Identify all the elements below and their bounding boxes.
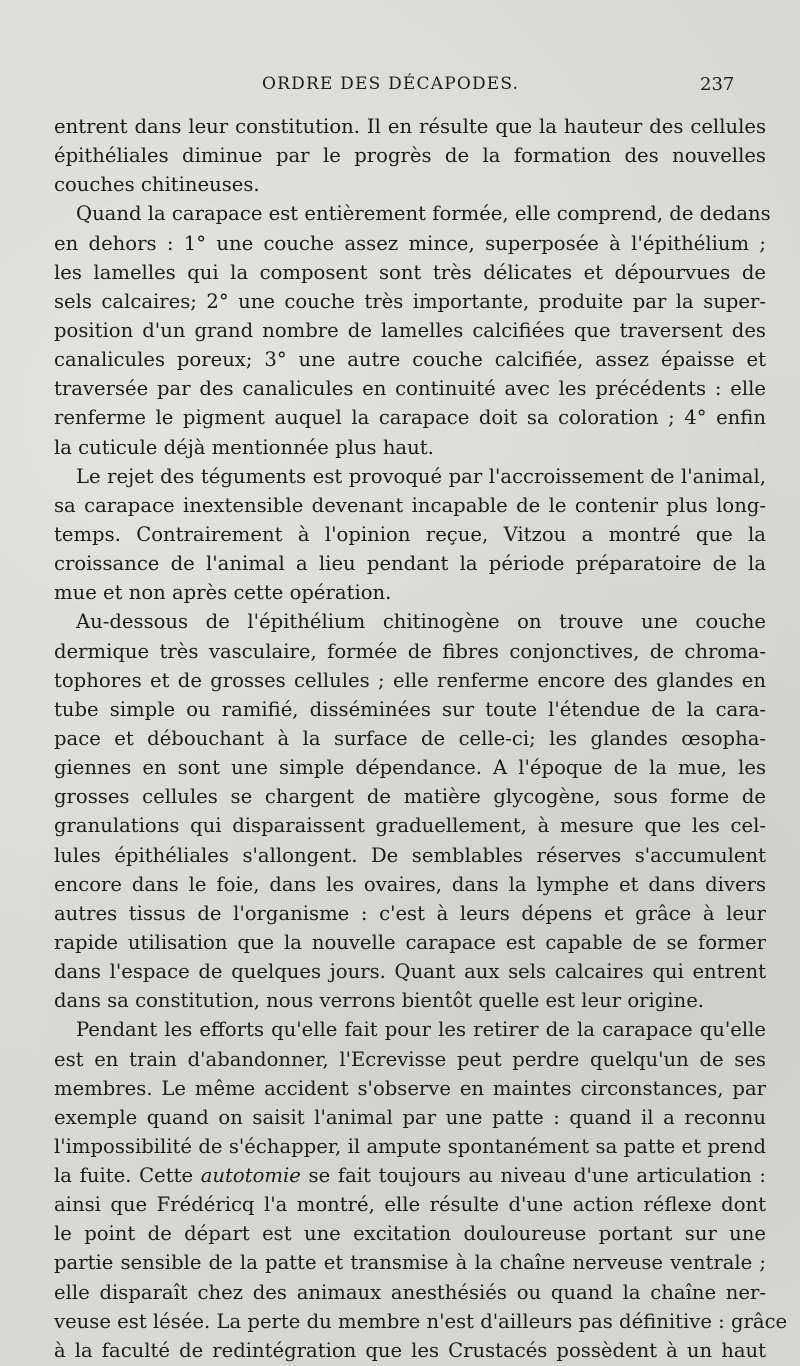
text-line: Pendant les efforts qu'elle fait pour les retirer de la carapace qu'elle: [76, 1018, 766, 1042]
text-line: temps. Contrairement à l'opinion reçue, Vitzou a montré que la: [54, 522, 766, 546]
text-line: couches chitineuses.: [54, 173, 260, 197]
text-line: veuse est lésée. La perte du membre n'est d'ailleurs pas définitive : grâce: [54, 1309, 788, 1333]
text-line: en dehors : 1° une couche assez mince, superposée à l'épithélium ;: [54, 231, 766, 255]
text-line: exemple quand on saisit l'animal par une patte : quand il a reconnu: [54, 1105, 766, 1129]
text-line: sels calcaires; 2° une couche très importante, produite par la super-: [54, 289, 766, 313]
text-line: épithéliales diminue par le progrès de la formation des nouvelles: [54, 144, 766, 168]
body-text: [54, 112, 788, 1365]
text-line: l'impossibilité de s'échapper, il ampute spontanément sa patte et prend: [54, 1134, 766, 1158]
text-line: à la faculté de redintégration que les Crustacés possèdent à un haut: [54, 1338, 766, 1362]
text-line: la fuite. Cette autotomie se fait toujours au niveau d'une articulation :: [54, 1164, 766, 1188]
text-line: entrent dans leur constitution. Il en résulte que la hauteur des cellules: [54, 115, 766, 138]
text-line: encore dans le foie, dans les ovaires, dans la lymphe et dans divers: [54, 872, 766, 896]
page-number: 237: [700, 74, 735, 95]
text-line: croissance de l'animal a lieu pendant la période préparatoire de la: [54, 552, 766, 576]
text-line: lules épithéliales s'allongent. De semblables réserves s'accumulent: [54, 843, 766, 867]
text-line: dermique très vasculaire, formée de fibres conjonctives, de chroma-: [54, 639, 766, 663]
text-line: grosses cellules se chargent de matière glycogène, sous forme de: [54, 785, 766, 809]
text-line: dans l'espace de quelques jours. Quant aux sels calcaires qui entrent: [54, 960, 766, 984]
text-line: tube simple ou ramifié, disséminées sur toute l'étendue de la cara-: [54, 697, 766, 721]
text-line: autres tissus de l'organisme : c'est à leurs dépens et grâce à leur: [54, 901, 766, 925]
text-line: ainsi que Frédéricq l'a montré, elle résulte d'une action réflexe dont: [54, 1193, 766, 1217]
text-line: Au-dessous de l'épithélium chitinogène on trouve une couche: [76, 610, 766, 634]
text-line: Le rejet des téguments est provoqué par l'accroissement de l'animal,: [76, 464, 766, 488]
text-line: traversée par des canalicules en continuité avec les précédents : elle: [54, 377, 766, 401]
text-line: Quand la carapace est entièrement formée, elle comprend, de dedans: [76, 202, 771, 226]
text-line: giennes en sont une simple dépendance. A l'époque de la mue, les: [54, 756, 766, 780]
text-line: mue et non après cette opération.: [54, 581, 392, 605]
text-line: les lamelles qui la composent sont très délicates et dépourvues de: [54, 260, 766, 284]
text-line: pace et débouchant à la surface de celle-ci; les glandes œsopha-: [54, 726, 766, 750]
text-line: rapide utilisation que la nouvelle carapace est capable de se former: [54, 930, 766, 954]
text-line: granulations qui disparaissent graduellement, à mesure que les cel-: [54, 814, 766, 838]
text-line: sa carapace inextensible devenant incapable de le contenir plus long-: [54, 493, 766, 517]
text-line: partie sensible de la patte et transmise à la chaîne nerveuse ventrale ;: [54, 1251, 766, 1275]
text-line: le point de départ est une excitation douloureuse portant sur une: [54, 1222, 766, 1246]
text-line: canalicules poreux; 3° une autre couche calcifiée, assez épaisse et: [54, 348, 766, 372]
text-line: renferme le pigment auquel la carapace doit sa coloration ; 4° enfin: [54, 406, 766, 430]
text-line: tophores et de grosses cellules ; elle renferme encore des glandes en: [54, 668, 766, 692]
running-head: [0, 74, 800, 104]
text-line: dans sa constitution, nous verrons bientôt quelle est leur origine.: [54, 989, 705, 1013]
text-line: membres. Le même accident s'observe en maintes circonstances, par: [54, 1076, 766, 1100]
text-line: elle disparaît chez des animaux anesthésiés ou quand la chaîne ner-: [54, 1280, 766, 1304]
text-line: position d'un grand nombre de lamelles calcifiées que traversent des: [54, 318, 766, 342]
text-line: la cuticule déjà mentionnée plus haut.: [54, 435, 434, 459]
text-line: est en train d'abandonner, l'Ecrevisse peut perdre quelqu'un de ses: [54, 1047, 766, 1071]
chapter-title: ORDRE DES DÉCAPODES.: [262, 74, 520, 94]
